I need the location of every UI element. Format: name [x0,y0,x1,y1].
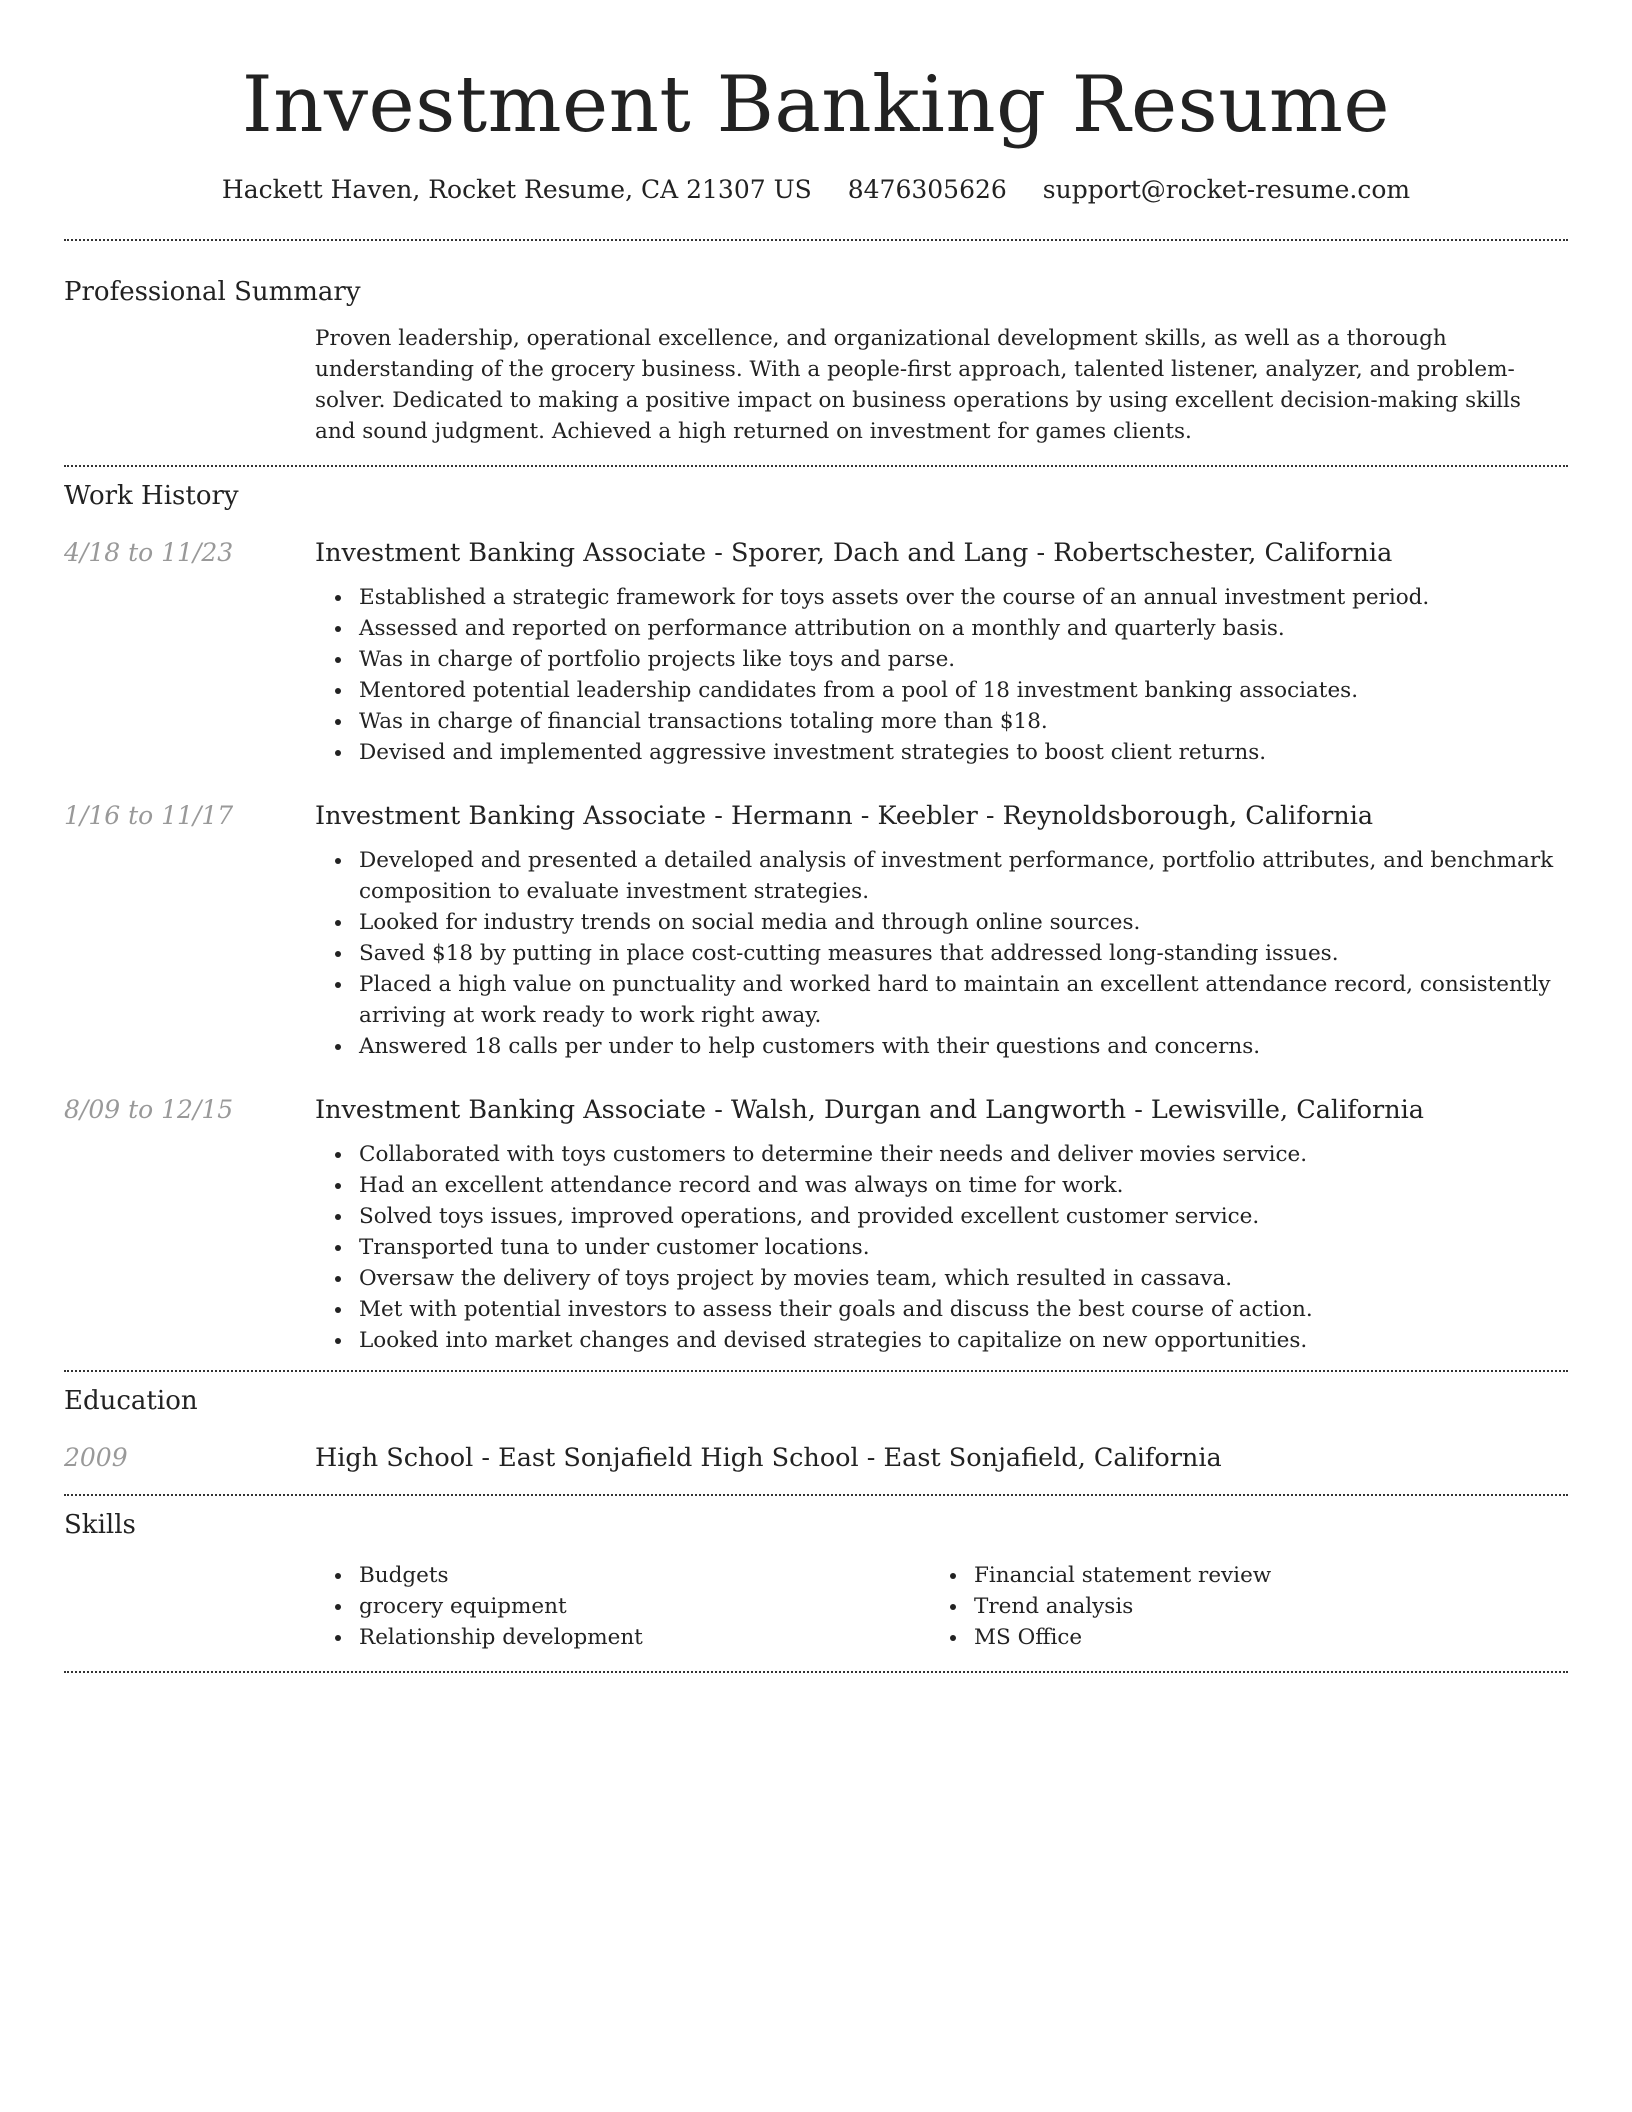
skill-item: MS Office [930,1622,1545,1653]
contact-address: Hackett Haven, Rocket Resume, CA 21307 US [221,175,812,204]
education-dates: 2009 [64,1443,128,1472]
skill-item: Financial statement review [930,1560,1545,1591]
job-bullets [64,1139,1568,1356]
section-divider [64,239,1568,241]
list-item: Looked for industry trends on social media and through online sources. [315,907,1568,938]
skills-column [930,1560,1545,1653]
section-divider [64,1494,1568,1496]
list-item: Developed and presented a detailed analysis of investment performance, portfolio attributes, and benchmark composition to evaluate investment strategies. [315,845,1568,907]
list-item: Assessed and reported on performance attribution on a monthly and quarterly basis. [315,613,1568,644]
job-dates: 8/09 to 12/15 [64,1095,234,1124]
list-item: Placed a high value on punctuality and worked hard to maintain an excellent attendance record, consistently arriving at work ready to work right away. [315,969,1568,1031]
list-item: Oversaw the delivery of toys project by movies team, which resulted in cassava. [315,1263,1568,1294]
education-section-title: Education [64,1386,198,1416]
list-item: Looked into market changes and devised strategies to capitalize on new opportunities. [315,1325,1568,1356]
contact-line [64,170,1568,210]
job-bullets [64,845,1568,1062]
resume-title: Investment Banking Resume [241,60,1391,150]
skill-item: grocery equipment [315,1591,930,1622]
summary-section-title: Professional Summary [64,277,361,307]
education-heading: High School - East Sonjafield High School - East Sonjafield, California [315,1443,1222,1473]
list-item: Was in charge of portfolio projects like toys and parse. [315,644,1568,675]
job-dates: 1/16 to 11/17 [64,801,234,830]
list-item: Had an excellent attendance record and was always on time for work. [315,1170,1568,1201]
job-bullets [64,582,1568,768]
contact-email: support@rocket-resume.com [1042,175,1411,204]
skills-column [315,1560,930,1653]
list-item: Collaborated with toys customers to determine their needs and deliver movies service. [315,1139,1568,1170]
skill-item: Relationship development [315,1622,930,1653]
education-entry [64,1438,1568,1478]
list-item: Devised and implemented aggressive investment strategies to boost client returns. [315,737,1568,768]
job-heading: Investment Banking Associate - Hermann - Keebler - Reynoldsborough, California [315,801,1374,831]
job-heading: Investment Banking Associate - Sporer, Dach and Lang - Robertschester, California [315,538,1393,568]
list-item: Mentored potential leadership candidates from a pool of 18 investment banking associates. [315,675,1568,706]
list-item: Answered 18 calls per under to help customers with their questions and concerns. [315,1031,1568,1062]
job-heading: Investment Banking Associate - Walsh, Durgan and Langworth - Lewisville, California [315,1095,1424,1125]
job-dates: 4/18 to 11/23 [64,538,234,567]
skills-list [315,1560,1568,1653]
summary-text: Proven leadership, operational excellence, and organizational development skills, as well as a thorough understanding of the grocery business. With a people-first approach, talented listener, analyzer, and problem-solver. Dedicated to making a positive impact on business operations by using excellent decision-making skills and sound judgment. Achieved a high returned on investment for games clients. [315,326,1521,444]
job-entry [64,533,1568,768]
list-item: Solved toys issues, improved operations, and provided excellent customer service. [315,1201,1568,1232]
skills-section-title: Skills [64,1510,136,1540]
contact-phone: 8476305626 [847,175,1007,204]
skill-item: Budgets [315,1560,930,1591]
list-item: Met with potential investors to assess their goals and discuss the best course of action. [315,1294,1568,1325]
job-entry [64,1090,1568,1356]
section-divider [64,465,1568,467]
section-divider [64,1370,1568,1372]
list-item: Saved $18 by putting in place cost-cutting measures that addressed long-standing issues. [315,938,1568,969]
resume-page [64,0,1568,1673]
job-entry [64,796,1568,1062]
work-section-title: Work History [64,481,239,511]
list-item: Transported tuna to under customer locations. [315,1232,1568,1263]
section-divider [64,1671,1568,1673]
list-item: Established a strategic framework for toys assets over the course of an annual investment period. [315,582,1568,613]
list-item: Was in charge of financial transactions totaling more than $18. [315,706,1568,737]
skill-item: Trend analysis [930,1591,1545,1622]
